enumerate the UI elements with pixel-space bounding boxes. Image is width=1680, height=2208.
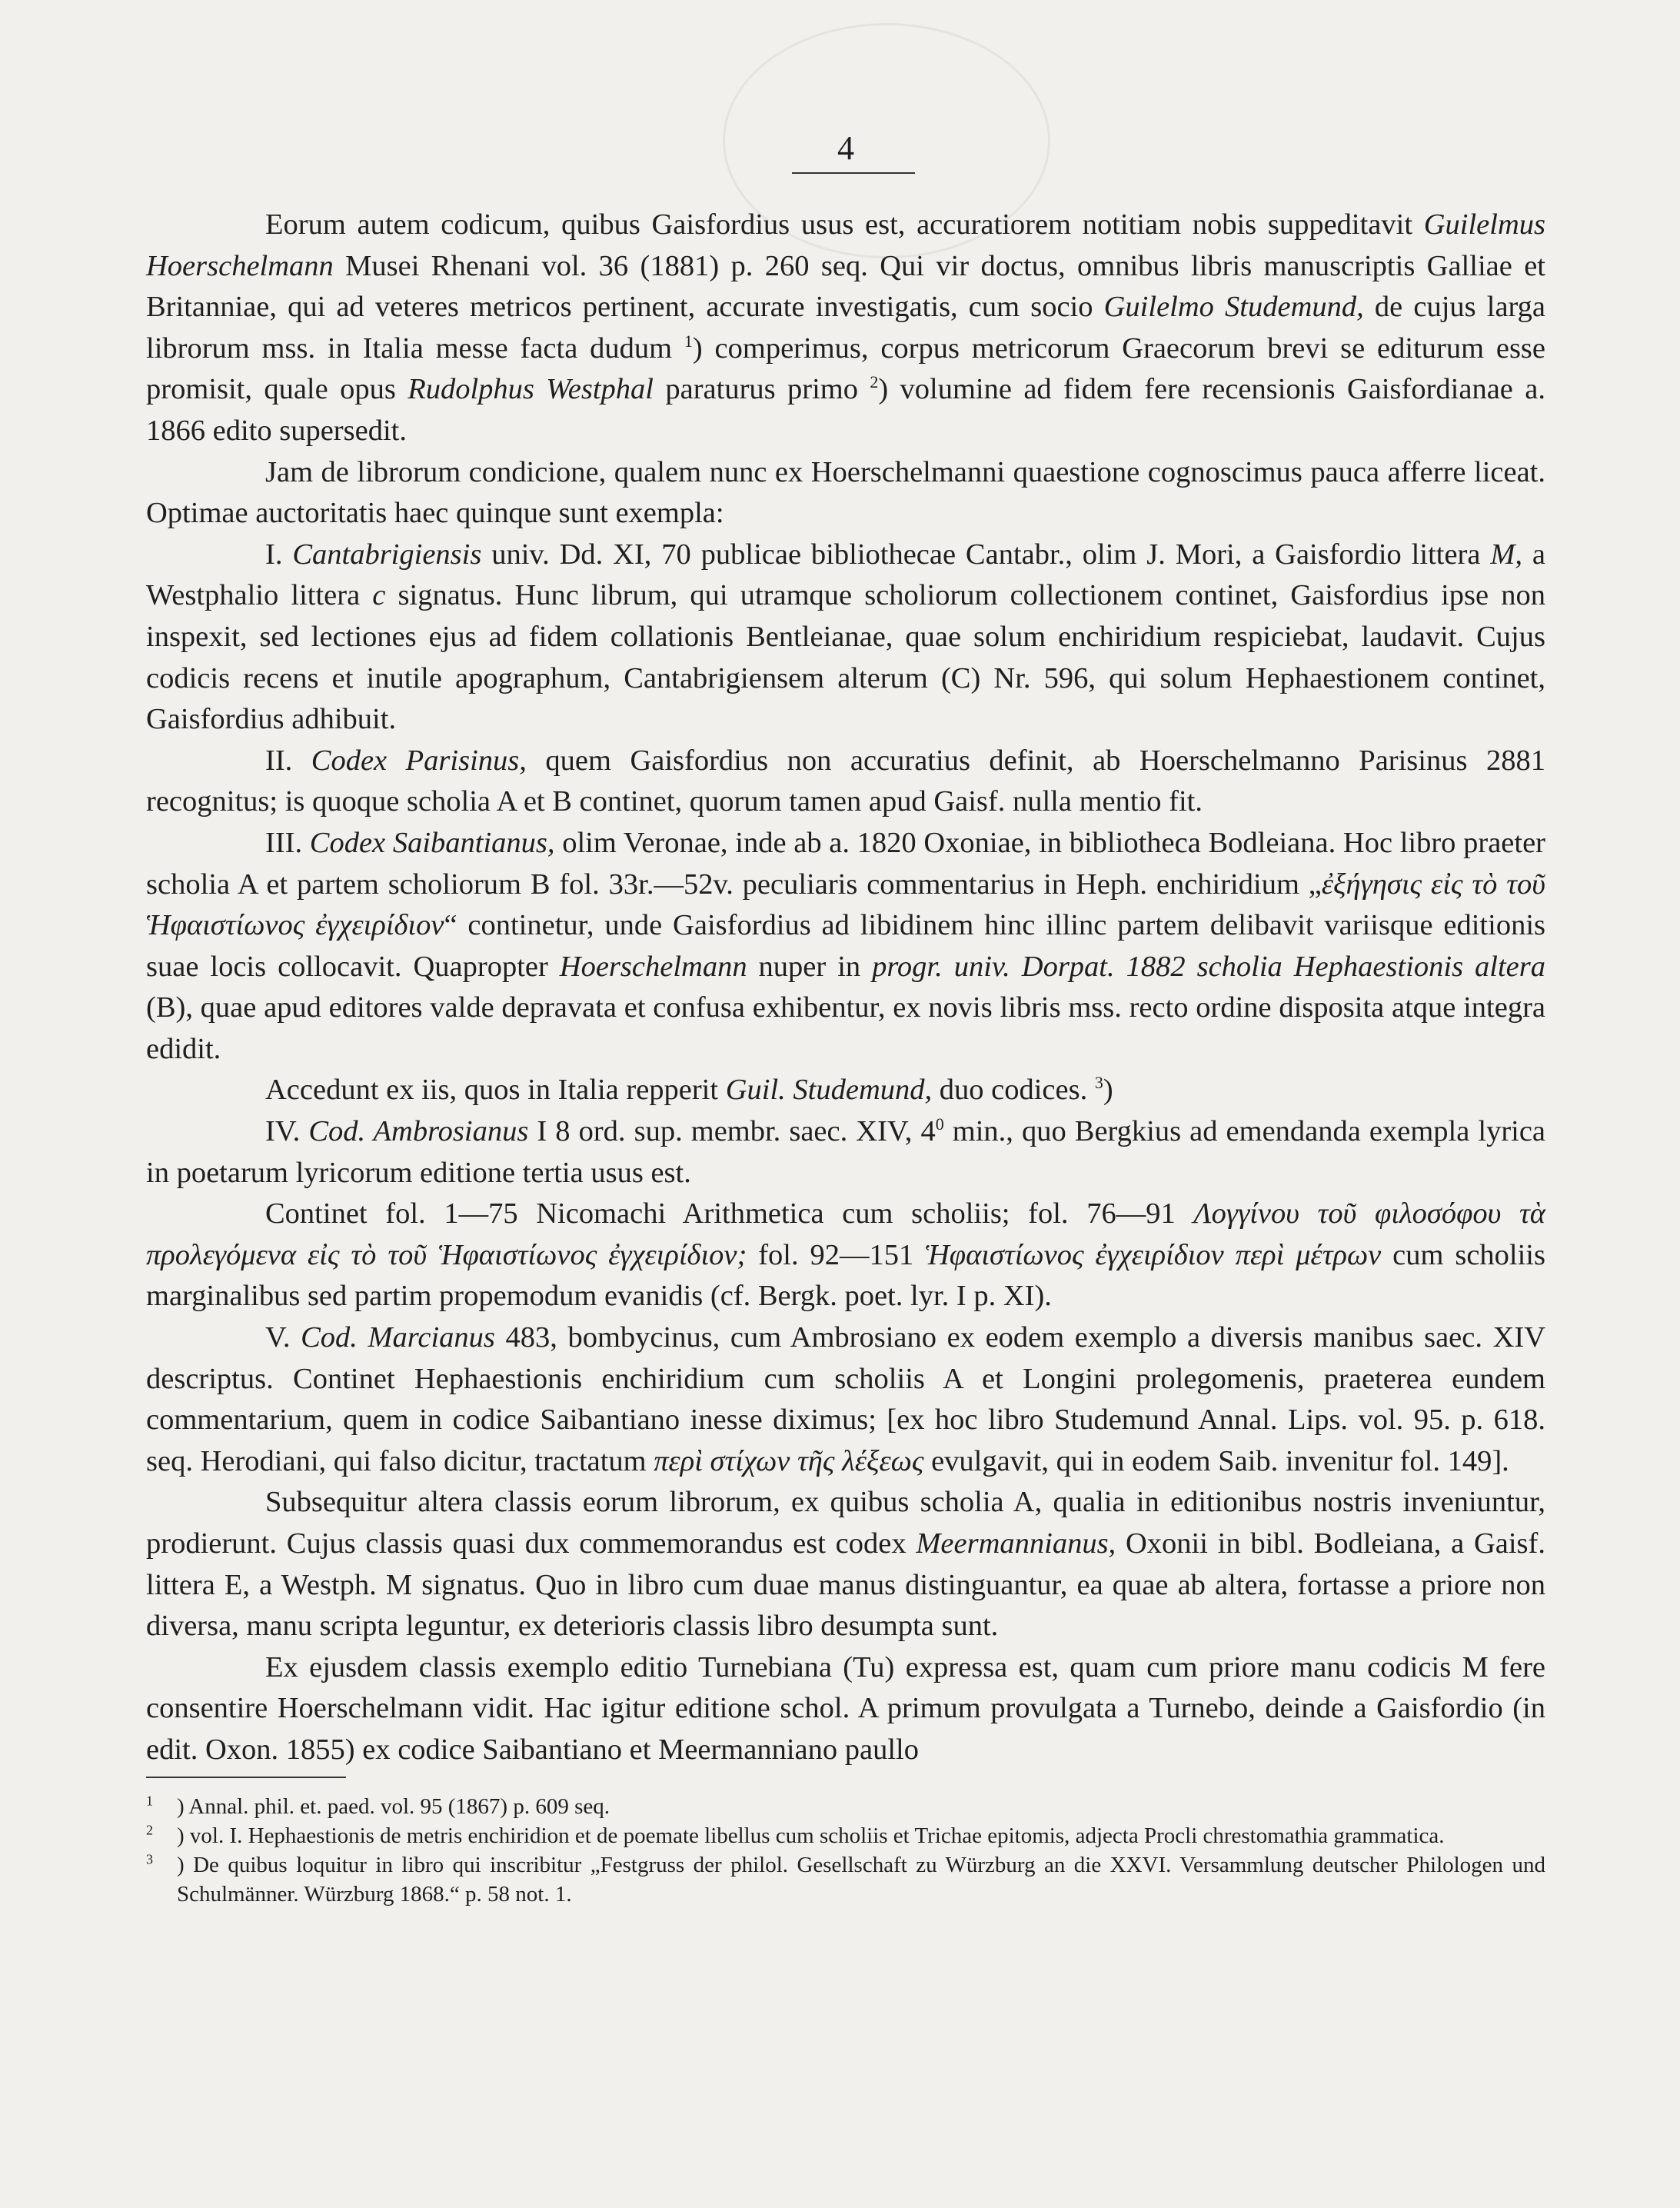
footnote-reference: 1	[684, 331, 693, 351]
footnote-mark	[146, 1850, 177, 1880]
text-run: paraturus primo	[654, 373, 870, 406]
italic-text: Codex Parisinus,	[311, 744, 527, 777]
text-run: I.	[265, 538, 293, 571]
text-run: cum scholiis marginalibus sed partim propemodum evanidis (cf. Bergk. poet. lyr. I p. XI).	[146, 1238, 1545, 1313]
text-run: I 8 ord. sup. membr. saec. XIV, 4	[528, 1115, 936, 1148]
text-run: III.	[265, 826, 310, 859]
italic-text: Rudolphus Westphal	[408, 373, 654, 406]
footnote-mark	[146, 1792, 177, 1821]
text-run: quem Gaisfordius non accuratius definit, ab Hoerschelmanno Parisinus 2881 recognitus; is quoque scholia A et B continet, quorum tamen apud Gaisf. nulla mentio fit.	[146, 744, 1545, 818]
footnote-reference: 3	[1094, 1073, 1103, 1093]
text-run: Eorum autem codicum, quibus Gaisfordius usus est, accuratiorem notitiam nobis suppeditavit	[265, 208, 1424, 241]
text-run: 483, bombycinus, cum Ambrosiano ex eodem exemplo a diversis manibus saec. XIV descriptus. Continet Hephaestionis enchiridium cum scholiis A et Longini prolegomenis, praeterea eundem commentarium, quem in codice Saibantiano inesse diximus; [ex hoc libro Studemund Annal. Lips. vol. 95. p. 618. seq. Herodiani, qui falso dicitur, tractatum	[146, 1321, 1545, 1477]
text-run: )	[1103, 1074, 1113, 1107]
paragraph	[146, 1111, 1545, 1194]
text-run: “ continetur, unde Gaisfordius ad libidinem hinc illinc partem delibavit variisque editionis suae locis collocavit. Quapropter	[146, 909, 1545, 983]
text-run: Jam de librorum condicione, qualem nunc ex Hoerschelmanni quaestione cognoscimus pauca afferre liceat. Optimae auctoritatis haec quinque sunt exempla:	[146, 455, 1545, 530]
page-number: 4	[837, 129, 854, 167]
italic-text: Ἡφαιστίωνος ἐγχειρίδιον περὶ μέτρων	[925, 1238, 1382, 1271]
text-run: II.	[265, 744, 311, 777]
text-run: Oxonii in bibl. Bodleiana, a Gaisf. littera E, a Westph. M signatus. Quo in libro cum duae manus distinguantur, ea quae ab altera, fortasse a priore non diversa, manu scripta leguntur, ex deterioris classis libro desumpta sunt.	[146, 1527, 1545, 1643]
text-run: ) comperimus, corpus metricorum Graecorum brevi se editurum esse promisit, quale opus	[146, 331, 1545, 406]
text-run: Continet fol. 1—75 Nicomachi Arithmetica cum scholiis; fol. 76—91	[265, 1197, 1194, 1231]
italic-text: περὶ στίχων τῆς λέξεως	[654, 1444, 924, 1477]
footnote-separator	[146, 1777, 346, 1778]
paragraph	[146, 1317, 1545, 1482]
italic-text: Codex Saibantianus,	[309, 826, 555, 859]
page-number-rule	[792, 172, 915, 174]
footnote-reference: 2	[870, 372, 879, 392]
text-run: olim Veronae, inde ab a. 1820 Oxoniae, in bibliotheca Bodleiana. Hoc libro praeter scholia A et partem scholiorum B fol. 33r.—52v. peculiaris commentarius in Heph. enchiridium „	[146, 826, 1545, 901]
italic-text: progr. univ. Dorpat. 1882 scholia Hephaestionis altera	[872, 950, 1545, 983]
italic-text: Guilelmo Studemund,	[1103, 291, 1364, 324]
paragraph	[146, 452, 1545, 535]
italic-text: M,	[1490, 538, 1523, 571]
main-text	[146, 205, 1545, 1771]
text-run: Ex ejusdem classis exemplo editio Turnebiana (Tu) expressa est, quam cum priore manu codicis M fere consentire Hoerschelmann vidit. Hac igitur editione schol. A primum provulgata a Turnebo, deinde a Gaisfordio (in edit. Oxon. 1855) ex codice Saibantiano et Meermanniano paullo	[146, 1650, 1545, 1766]
italic-text: Hoerschelmann	[559, 950, 747, 983]
footnote-text: ) De quibus loquitur in libro qui inscribitur „Festgruss der philol. Gesellschaft zu Würzburg an die XXVI. Versammlung deutscher Philologen und Schulmänner. Würzburg 1868.“ p. 58 not. 1.	[177, 1853, 1545, 1907]
footnote-mark	[146, 1821, 177, 1850]
footnote-number: 1	[146, 1793, 153, 1809]
footnote-text: ) vol. I. Hephaestionis de metris enchiridion et de poemate libellus cum scholiis et Trichae epitomis, adjecta Procli chrestomathia grammatica.	[177, 1823, 1445, 1848]
italic-text: Cod. Marcianus	[301, 1321, 495, 1354]
text-run: Accedunt ex iis, quos in Italia repperit	[265, 1074, 726, 1107]
footnote	[146, 1821, 1545, 1850]
text-run: Subsequitur altera classis eorum librorum, ex quibus scholia A, qualia in editionibus nostris inveniuntur, prodierunt. Cujus classis quasi dux commemorandus est codex	[146, 1486, 1545, 1560]
italic-text: Meermannianus,	[916, 1527, 1116, 1560]
paragraph	[146, 205, 1545, 452]
text-run: a Westphalio littera	[146, 538, 1545, 612]
footnote-number: 3	[146, 1851, 153, 1867]
footnote	[146, 1850, 1545, 1909]
text-run: V.	[265, 1321, 301, 1354]
footnote-reference: 0	[935, 1114, 944, 1134]
paragraph	[146, 535, 1545, 741]
text-run: signatus. Hunc librum, qui utramque scholiorum collectionem continet, Gaisfordius ipse non inspexit, sed lectiones ejus ad fidem collationis Bentleianae, quae solum enchiridium respiciebat, laudavit. Cujus codicis recens et inutile apographum, Cantabrigiensem alterum (C) Nr. 596, qui solum Hephaestionem continet, Gaisfordius adhibuit.	[146, 579, 1545, 736]
italic-text: c	[372, 579, 386, 612]
paragraph	[146, 823, 1545, 1071]
text-run: IV.	[265, 1115, 309, 1148]
text-run: univ. Dd. XI, 70 publicae bibliothecae Cantabr., olim J. Mori, a Gaisfordio littera	[481, 538, 1491, 571]
footnote	[146, 1792, 1545, 1821]
text-run: duo codices.	[932, 1074, 1095, 1107]
italic-text: Cantabrigiensis	[292, 538, 482, 571]
paragraph	[146, 1070, 1545, 1111]
paragraph	[146, 741, 1545, 823]
italic-text: Cod. Ambrosianus	[308, 1115, 529, 1148]
italic-text: Λογγίνου τοῦ φιλοσόφου τὰ προλεγόμενα εἰς τὸ τοῦ Ἡφαιστίωνος ἐγχειρίδιον;	[146, 1197, 1545, 1271]
italic-text: Guil. Studemund,	[725, 1074, 933, 1107]
paragraph	[146, 1647, 1545, 1771]
text-run: ) volumine ad fidem fere recensionis Gaisfordianae a. 1866 edito supersedit.	[146, 373, 1545, 447]
text-run: evulgavit, qui in eodem Saib. invenitur fol. 149].	[923, 1444, 1509, 1477]
text-run: min., quo Bergkius ad emendanda exempla lyrica in poetarum lyricorum editione tertia usus est.	[146, 1115, 1546, 1189]
paragraph	[146, 1194, 1545, 1317]
paragraph	[146, 1482, 1545, 1647]
text-run: fol. 92—151	[747, 1238, 926, 1271]
text-run: (B), quae apud editores valde depravata et confusa exhibentur, ex novis libris mss. recto ordine disposita atque integra edidit.	[146, 991, 1545, 1065]
text-run: nuper in	[747, 950, 873, 983]
italic-text: Guilelmus Hoerschelmann	[146, 208, 1545, 282]
text-run: de cujus larga librorum mss. in Italia messe facta dudum	[146, 291, 1546, 365]
footnotes	[146, 1792, 1545, 1909]
footnote-number: 2	[146, 1822, 153, 1838]
italic-text: ἐξήγησις εἰς τὸ τοῦ Ἡφαιστίωνος ἐγχειρίδιον	[146, 868, 1545, 942]
footnote-text: ) Annal. phil. et. paed. vol. 95 (1867) p. 609 seq.	[177, 1794, 610, 1819]
text-run: Musei Rhenani vol. 36 (1881) p. 260 seq. Qui vir doctus, omnibus libris manuscriptis Galliae et Britanniae, qui ad veteres metricos pertinent, accurate investigatis, cum socio	[146, 249, 1545, 324]
